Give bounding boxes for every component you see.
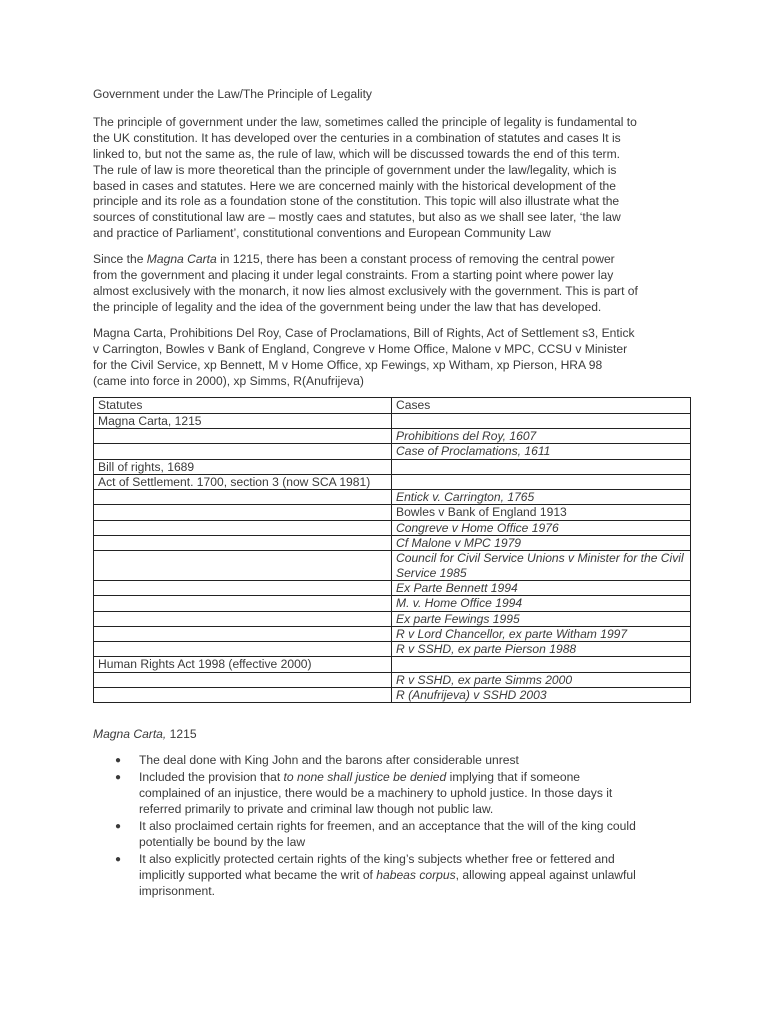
text-run: Included the provision that bbox=[139, 770, 284, 785]
table-row bbox=[94, 429, 691, 444]
text-run: implicitly supported what became the writ of bbox=[139, 867, 377, 882]
magna-paragraph-line: almost exclusively with the monarch, it now lies almost exclusively with the government. This is part of bbox=[93, 283, 638, 298]
intro-line: linked to, but not the same as, the rule of law, which will be discussed towards the end of this term. bbox=[93, 146, 621, 161]
statute-cell bbox=[94, 688, 392, 703]
magna-carta-bullet-list bbox=[93, 753, 693, 899]
case-cell bbox=[392, 413, 691, 428]
italic-text-run: Magna Carta bbox=[146, 252, 217, 267]
case-cell: R v SSHD, ex parte Simms 2000 bbox=[392, 672, 691, 687]
case-cell: R v SSHD, ex parte Pierson 1988 bbox=[392, 642, 691, 657]
table-row bbox=[94, 413, 691, 428]
cases-header: Cases bbox=[392, 398, 691, 413]
magna-paragraph-line: the principle of legality and the idea of the government being under the law that has developed. bbox=[93, 299, 602, 314]
statute-cell bbox=[94, 626, 392, 641]
heading-italic-part: Magna Carta, bbox=[93, 727, 167, 742]
bullet-item bbox=[93, 852, 693, 900]
case-cell: M. v. Home Office 1994 bbox=[392, 596, 691, 611]
bullet-line: referred primarily to private and criminal law though not public law. bbox=[139, 801, 494, 816]
statute-cell: Magna Carta, 1215 bbox=[94, 413, 392, 428]
table-row bbox=[94, 520, 691, 535]
text-run: implying that if someone bbox=[446, 770, 581, 785]
statute-cell bbox=[94, 596, 392, 611]
statute-cell bbox=[94, 536, 392, 551]
statute-cell bbox=[94, 611, 392, 626]
bullet-line: It also explicitly protected certain rights of the king’s subjects whether free or fettered and bbox=[139, 851, 615, 866]
case-cell: Cf Malone v MPC 1979 bbox=[392, 536, 691, 551]
bullet-dot-icon: ● bbox=[115, 853, 122, 865]
bullet-line: complained of an injustice, there would be a machinery to uphold justice. In those days it bbox=[139, 786, 613, 801]
statute-cell bbox=[94, 490, 392, 505]
magna-paragraph-lines bbox=[93, 268, 693, 316]
table-row bbox=[94, 474, 691, 489]
section-heading-magna-carta bbox=[93, 727, 693, 743]
statute-cell: Human Rights Act 1998 (effective 2000) bbox=[94, 657, 392, 672]
table-row bbox=[94, 444, 691, 459]
statute-cell: Bill of rights, 1689 bbox=[94, 459, 392, 474]
intro-line: based in cases and statutes. Here we are concerned mainly with the historical development of the bbox=[93, 178, 617, 193]
text-run: , allowing appeal against unlawful bbox=[455, 867, 636, 882]
table-row bbox=[94, 642, 691, 657]
table-row bbox=[94, 688, 691, 703]
cases-list-paragraph bbox=[93, 326, 693, 390]
table-body bbox=[94, 413, 691, 703]
table-row bbox=[94, 626, 691, 641]
table-row bbox=[94, 551, 691, 581]
intro-line: The principle of government under the law, sometimes called the principle of legality is fundamental to bbox=[93, 114, 637, 129]
statute-cell bbox=[94, 551, 392, 581]
table-row bbox=[94, 611, 691, 626]
case-cell: Congreve v Home Office 1976 bbox=[392, 520, 691, 535]
statutes-cases-table bbox=[93, 397, 691, 703]
text-run: Since the bbox=[93, 252, 147, 267]
italic-text-run: habeas corpus bbox=[376, 867, 456, 882]
case-cell: Ex Parte Bennett 1994 bbox=[392, 580, 691, 595]
cases-list-line: Magna Carta, Prohibitions Del Roy, Case of Proclamations, Bill of Rights, Act of Settlement s3, Entick bbox=[93, 325, 635, 340]
table-header-row bbox=[94, 398, 691, 413]
text-run: in 1215, there has been a constant process of removing the central power bbox=[216, 252, 615, 267]
intro-line: principle and its role as a foundation stone of the constitution. This topic will also illustrate what the bbox=[93, 194, 620, 209]
document-title: Government under the Law/The Principle of Legality bbox=[93, 87, 372, 101]
statute-cell bbox=[94, 580, 392, 595]
cases-list-line: for the Civil Service, xp Bennett, M v Home Office, xp Fewings, xp Witham, xp Pierson, HRA 98 bbox=[93, 357, 603, 372]
intro-line: sources of constitutional law are – mostly caes and statutes, but also as we shall see later, ‘the law bbox=[93, 210, 621, 225]
document-page bbox=[93, 87, 693, 900]
statute-cell bbox=[94, 520, 392, 535]
magna-paragraph-first-line bbox=[93, 252, 693, 268]
bullet-item bbox=[93, 770, 693, 818]
table-row bbox=[94, 536, 691, 551]
table-row bbox=[94, 580, 691, 595]
case-cell: Council for Civil Service Unions v Minister for the Civil Service 1985 bbox=[392, 551, 691, 581]
case-cell: Case of Proclamations, 1611 bbox=[392, 444, 691, 459]
statute-cell bbox=[94, 505, 392, 520]
table-row bbox=[94, 596, 691, 611]
case-cell: R (Anufrijeva) v SSHD 2003 bbox=[392, 688, 691, 703]
bullet-item bbox=[93, 819, 693, 851]
case-cell: Entick v. Carrington, 1765 bbox=[392, 490, 691, 505]
intro-line: and practice of Parliament’, constitutional conventions and European Community Law bbox=[93, 226, 551, 241]
table-row bbox=[94, 657, 691, 672]
cases-list-line: (came into force in 2000), xp Simms, R(Anufrijeva) bbox=[93, 373, 364, 388]
table-row bbox=[94, 672, 691, 687]
bullet-line: potentially be bound by the law bbox=[139, 834, 306, 849]
bullet-line: It also proclaimed certain rights for freemen, and an acceptance that the will of the king could bbox=[139, 818, 636, 833]
case-cell bbox=[392, 459, 691, 474]
heading-rest-part: 1215 bbox=[166, 727, 197, 742]
bullet-line: The deal done with King John and the barons after considerable unrest bbox=[139, 753, 519, 768]
case-cell: Bowles v Bank of England 1913 bbox=[392, 505, 691, 520]
case-cell: R v Lord Chancellor, ex parte Witham 1997 bbox=[392, 626, 691, 641]
bullet-item bbox=[93, 753, 693, 769]
bullet-line: imprisonment. bbox=[139, 883, 215, 898]
statute-cell bbox=[94, 672, 392, 687]
bullet-dot-icon: ● bbox=[115, 772, 122, 784]
italic-text-run: to none shall justice be denied bbox=[283, 770, 447, 785]
table-row bbox=[94, 490, 691, 505]
case-cell bbox=[392, 657, 691, 672]
table-row bbox=[94, 505, 691, 520]
table-row bbox=[94, 459, 691, 474]
magna-carta-paragraph bbox=[93, 252, 693, 316]
case-cell: Prohibitions del Roy, 1607 bbox=[392, 429, 691, 444]
bullet-line bbox=[139, 770, 693, 786]
case-cell bbox=[392, 474, 691, 489]
intro-paragraph bbox=[93, 115, 693, 242]
statute-cell bbox=[94, 642, 392, 657]
statute-cell bbox=[94, 444, 392, 459]
bullet-dot-icon: ● bbox=[115, 755, 122, 767]
intro-line: the UK constitution. It has developed over the centuries in a combination of statutes and cases It is bbox=[93, 130, 621, 145]
statutes-header: Statutes bbox=[94, 398, 392, 413]
magna-paragraph-line: from the government and placing it under legal constraints. From a starting point where power lay bbox=[93, 268, 614, 283]
intro-line: The rule of law is more theoretical than the principle of government under the law/legality, which is bbox=[93, 162, 617, 177]
cases-list-line: v Carrington, Bowles v Bank of England, Congreve v Home Office, Malone v MPC, CCSU v Minister bbox=[93, 341, 628, 356]
bullet-dot-icon: ● bbox=[115, 820, 122, 832]
statute-cell: Act of Settlement. 1700, section 3 (now SCA 1981) bbox=[94, 474, 392, 489]
statute-cell bbox=[94, 429, 392, 444]
bullet-line bbox=[139, 868, 693, 884]
case-cell: Ex parte Fewings 1995 bbox=[392, 611, 691, 626]
